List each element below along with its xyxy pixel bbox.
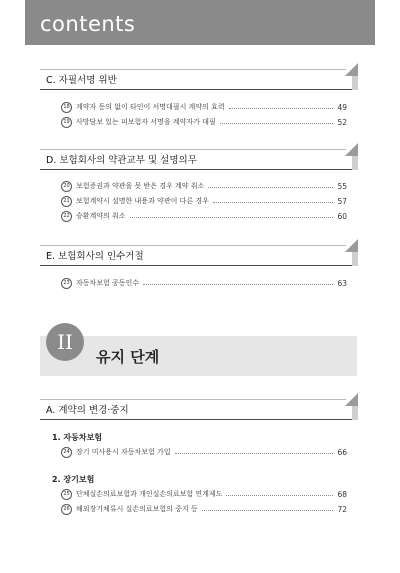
- corner-shadow: [352, 252, 358, 266]
- toc-item-18[interactable]: [61, 101, 347, 113]
- item-page: 72: [337, 504, 347, 514]
- corner-fold-icon: [345, 63, 358, 76]
- part-number-badge: II: [46, 323, 84, 361]
- toc-item-22[interactable]: [61, 210, 347, 222]
- corner-shadow: [352, 156, 358, 170]
- section-header-c: [40, 70, 352, 90]
- part-title: 유지 단계: [96, 348, 160, 366]
- toc-item-23[interactable]: [61, 277, 347, 289]
- item-title: 승환계약의 취소: [76, 212, 126, 220]
- section-label: E. 보험회사의 인수거절: [46, 251, 144, 262]
- item-title: 사망담보 있는 피보험자 서명을 계약자가 대필: [76, 118, 216, 126]
- item-number: 21: [61, 196, 72, 207]
- leader-dots: [143, 283, 333, 285]
- corner-fold-icon: [345, 143, 358, 156]
- item-page: 66: [337, 447, 347, 457]
- item-page: 49: [337, 102, 347, 112]
- toc-item-25[interactable]: [61, 488, 347, 500]
- toc-item-21[interactable]: [61, 195, 347, 207]
- leader-dots: [202, 509, 334, 511]
- item-page: 68: [337, 489, 347, 499]
- toc-item-19[interactable]: [61, 116, 347, 128]
- toc-item-20[interactable]: [61, 180, 347, 192]
- section-label: D. 보험회사의 약관교부 및 설명의무: [46, 155, 197, 166]
- leader-dots: [213, 201, 334, 203]
- item-page: 57: [337, 196, 347, 206]
- item-number: 18: [61, 102, 72, 113]
- item-page: 52: [337, 117, 347, 127]
- leader-dots: [175, 452, 334, 454]
- section-header-a: [40, 400, 352, 420]
- section-divider: [40, 399, 346, 400]
- subheading-auto-insurance: 1. 자동차보험: [52, 433, 103, 442]
- leader-dots: [229, 107, 334, 109]
- section-label: C. 자필서명 위반: [46, 75, 117, 86]
- corner-fold-icon: [345, 393, 358, 406]
- section-label: A. 계약의 변경·중지: [46, 405, 129, 416]
- corner-fold-icon: [345, 239, 358, 252]
- item-title: 계약자 동의 없이 타인이 서명대필시 계약의 효력: [76, 103, 225, 111]
- toc-item-26[interactable]: [61, 503, 347, 515]
- item-number: 20: [61, 181, 72, 192]
- part-band: [40, 336, 357, 376]
- contents-header-bar: [25, 0, 375, 45]
- item-page: 60: [337, 211, 347, 221]
- subheading-long-term-insurance: 2. 장기보험: [52, 475, 95, 484]
- section-header-d: [40, 150, 352, 170]
- item-title: 단체실손의료보험과 개인실손의료보험 연계제도: [76, 490, 223, 498]
- leader-dots: [130, 216, 334, 218]
- item-page: 55: [337, 181, 347, 191]
- section-divider: [40, 245, 346, 246]
- item-number: 24: [61, 447, 72, 458]
- corner-shadow: [352, 76, 358, 90]
- contents-title: contents: [40, 12, 136, 36]
- item-title: 보험증권과 약관을 못 받은 경우 계약 취소: [76, 182, 205, 190]
- item-title: 자동차보험 공동인수: [76, 279, 140, 287]
- section-divider: [40, 149, 346, 150]
- item-number: 25: [61, 489, 72, 500]
- item-title: 보험계약시 설명한 내용과 약관이 다른 경우: [76, 197, 209, 205]
- leader-dots: [208, 186, 333, 188]
- item-title: 해외장기체류시 실손의료보험의 중지 등: [76, 505, 198, 513]
- leader-dots: [226, 494, 333, 496]
- item-number: 26: [61, 504, 72, 515]
- corner-shadow: [352, 406, 358, 420]
- toc-item-24[interactable]: [61, 446, 347, 458]
- item-number: 19: [61, 117, 72, 128]
- item-number: 22: [61, 211, 72, 222]
- item-title: 장기 미사용시 자동차보험 가입: [76, 448, 171, 456]
- item-number: 23: [61, 278, 72, 289]
- leader-dots: [220, 122, 334, 124]
- section-divider: [40, 69, 346, 70]
- item-page: 63: [337, 278, 347, 288]
- section-header-e: [40, 246, 352, 266]
